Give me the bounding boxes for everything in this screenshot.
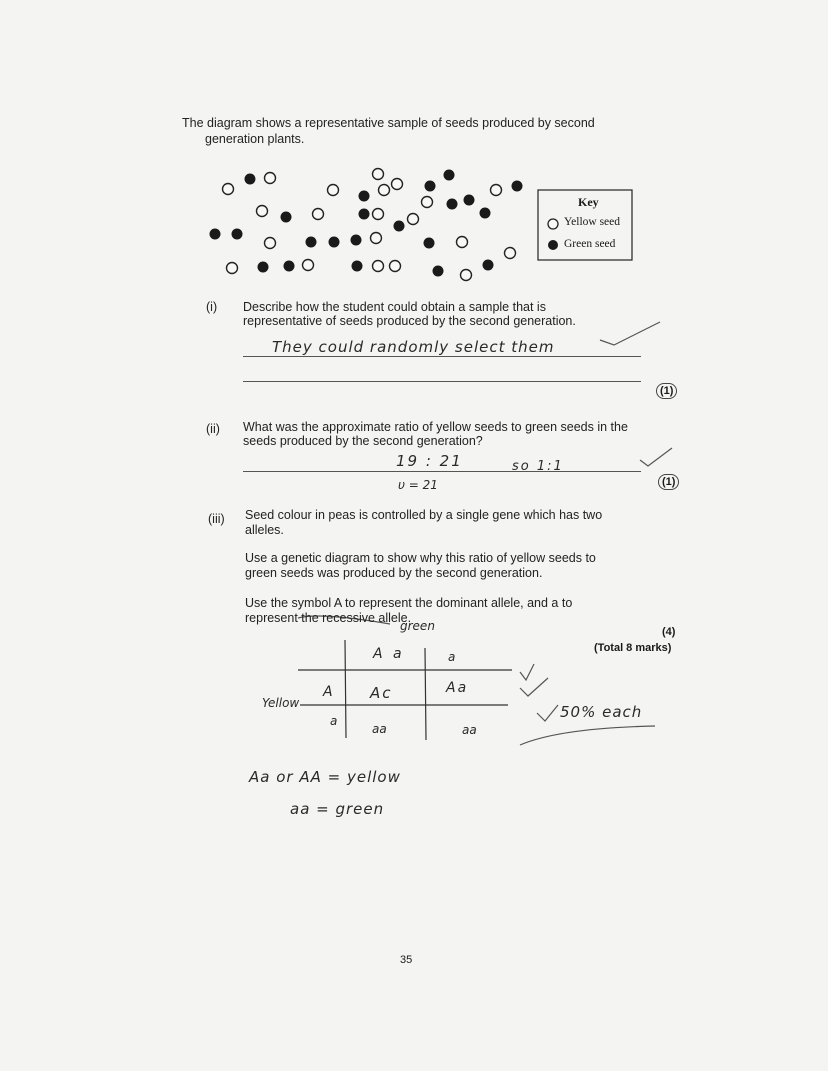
key-yellow-label: Yellow seed [564, 216, 621, 228]
q3-line-1: Seed colour in peas is controlled by a single gene which has two [245, 508, 603, 522]
q3-line-6: represent the recessive allele. [245, 611, 412, 625]
q1-line-1: Describe how the student could obtain a sample that is [243, 300, 546, 314]
punnett-col-1: A a [373, 646, 405, 662]
working-line-2: aa = green [290, 800, 385, 818]
q3-line-3: Use a genetic diagram to show why this ratio of yellow seeds to [245, 551, 596, 565]
key-green-label: Green seed [564, 238, 616, 250]
q3-marks: (4) [662, 626, 676, 638]
intro-line-1: The diagram shows a representative sample of seeds produced by second [182, 116, 595, 130]
punnett-cell-1-1: Ac [370, 684, 393, 702]
q2-line-1: What was the approximate ratio of yellow seeds to green seeds in the [243, 420, 628, 434]
q1-answer: They could randomly select them [272, 338, 555, 356]
answer-line [243, 471, 641, 472]
q1-number: (i) [206, 300, 218, 314]
q3-number: (iii) [208, 512, 225, 526]
punnett-cell-2-2: aa [462, 723, 477, 737]
answer-line [243, 381, 641, 382]
q1-line-2: representative of seeds produced by the second generation. [243, 314, 576, 328]
q2-number: (ii) [206, 422, 220, 436]
total-marks: (Total 8 marks) [594, 642, 672, 654]
working-line-1: Aa or AA = yellow [249, 768, 401, 786]
q3-line-5: Use the symbol A to represent the dominant allele, and a to [245, 596, 573, 610]
q3-line-4: green seeds was produced by the second generation. [245, 566, 543, 580]
q3-line-2: alleles. [245, 523, 284, 537]
q2-answer-simplified: so 1:1 [512, 459, 564, 474]
punnett-row-1: A [323, 684, 333, 700]
punnett-cell-1-2: Aa [446, 680, 469, 696]
punnett-side-label: Yellow [262, 696, 300, 710]
punnett-row-2: a [330, 714, 338, 728]
q2-line-2: seeds produced by the second generation? [243, 434, 483, 448]
intro-line-2: generation plants. [205, 132, 305, 146]
punnett-cell-2-1: aa [372, 722, 387, 736]
key-title: Key [578, 195, 599, 209]
q2-note: υ = 21 [398, 478, 438, 492]
punnett-top-label: green [400, 619, 435, 633]
answer-line [243, 356, 641, 357]
q1-marks: (1) [656, 383, 677, 399]
punnett-col-2: a [448, 650, 456, 664]
q2-answer: 19 : 21 [396, 452, 463, 470]
q2-marks: (1) [658, 474, 679, 490]
page-number: 35 [400, 954, 413, 966]
teacher-comment: 50% each [560, 703, 643, 721]
